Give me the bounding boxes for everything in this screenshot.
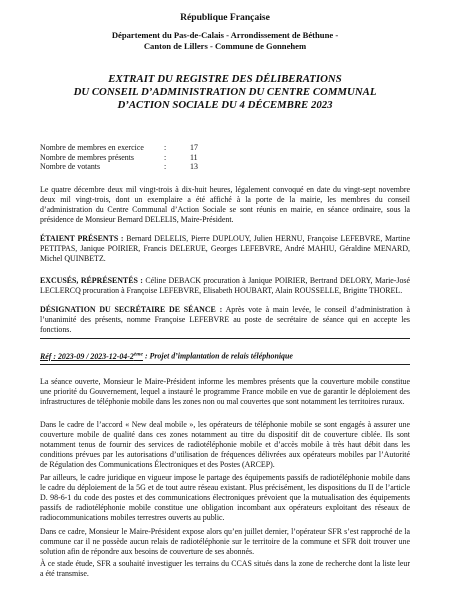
count-separator: : xyxy=(164,152,167,162)
present-label: ÉTAIENT PRÉSENTS : xyxy=(40,234,124,243)
title-line-1: EXTRAIT DU REGISTRE DES DÉLIBERATIONS xyxy=(108,73,342,85)
count-label: Nombre de membres en exercice xyxy=(40,143,144,152)
department-line-1: Département du Pas-de-Calais - Arrondissement de Béthune - xyxy=(111,30,339,40)
count-label: Nombre de membres présents xyxy=(40,152,135,162)
excused-section xyxy=(40,276,410,296)
divider-top xyxy=(40,338,410,339)
count-value: 11 xyxy=(190,152,198,162)
count-separator: : xyxy=(164,143,167,152)
excused-list: Céline DEBACK procuration à Janique POIRIER, Bertrand DELORY, Marie-José LECLERCQ procuration à Françoise LEFEBVRE, Elisabeth HOUBART, Alain ROUSSELLE, Brigitte THOREL. xyxy=(40,276,411,295)
count-row-members xyxy=(40,143,230,153)
count-label: Nombre de votants xyxy=(40,162,101,172)
reference-line xyxy=(40,351,293,361)
body-paragraph-3: Par ailleurs, le cadre juridique en vigueur impose le partage des équipements passifs de radiotéléphonie mobile dans le cadre du déploiement de la 5G et de tout autre réseau existant. Plus précisément, les dispositions du II de l’article D. 98-6-1 du code des postes et des communications électroniques prévoient que la mutualisation des équipements passifs de radiotéléphonie mobile constitue une obligation incombant aux opérateurs exploitant des réseaux de radiocommunications mobiles terrestres ouverts au public. xyxy=(40,473,410,522)
secretary-section xyxy=(40,305,410,335)
member-counts xyxy=(40,143,230,172)
divider-bottom xyxy=(40,364,410,365)
title-line-2: DU CONSEIL D’ADMINISTRATION DU CENTRE COMMUNAL xyxy=(73,86,377,98)
body-paragraph-5: À ce stade étude, SFR a souhaité investiguer les terrains du CCAS situés dans la zone de recherche dont la liste leur a été transmise. xyxy=(40,559,410,578)
intro-paragraph: Le quatre décembre deux mil vingt-trois à dix-huit heures, légalement convoqué en date du vingt-sept novembre deux mil vingt-trois, dont un exemplaire a été affiché à la porte de la mairie, les membres du conseil d’administration du Centre Communal d’Action Sociale se sont réunis en mairie, en séance ordinaire, sous la présidence de Monsieur Bernard DELELIS, Maire-Président. xyxy=(40,185,410,224)
secretary-label: DÉSIGNATION DU SECRÉTAIRE DE SÉANCE : xyxy=(40,305,223,314)
count-row-present xyxy=(40,153,230,163)
title-line-3: D’ACTION SOCIALE DU 4 DÉCEMBRE 2023 xyxy=(117,99,333,111)
secretary-text: Après vote à main levée, le conseil d’administration à l’unanimité des présents, nomme Françoise LEFEBVRE au poste de secrétaire de séance qui en accepte les fonctions. xyxy=(40,305,410,334)
excused-label: EXCUSÉS, RÉPRÉSENTÉS : xyxy=(40,276,143,285)
body-paragraph-4: Dans ce cadre, Monsieur le Maire-Président expose alors qu’en juillet dernier, l’opérateur SFR s’est rapproché de la commune car il ne possède aucun relais de radiotéléphonie sur le territoire de la commune et SFR doit trouver une solution afin de répondre aux besoins de couverture de ses abonnés. xyxy=(40,527,410,556)
body-paragraph-1: La séance ouverte, Monsieur le Maire-Président informe les membres présents que la couverture mobile constitue une priorité du Gouvernement, lequel a instauré le programme France mobile en vue de garantir le déploiement des infrastructures de téléphonie mobile dans les zones non ou mal couvertes que sont notamment les territoires ruraux. xyxy=(40,377,410,406)
document-title xyxy=(30,73,420,112)
count-value: 13 xyxy=(190,162,198,172)
department-line-2: Canton de Lillers - Commune de Gonnehem xyxy=(143,41,307,51)
count-separator: : xyxy=(164,162,167,172)
body-paragraph-2: Dans le cadre de l’accord « New deal mobile », les opérateurs de téléphonie mobile se sont engagés à assurer une couverture mobile de qualité dans ces zones notamment au titre du dispositif dit de couverture ciblée. Ils sont notamment tenus de fournir des services de radiotéléphonie mobile et d’accès mobile à très haut débit dans les conditions prévues par les autorisations d’utilisation de fréquences délivrées aux opérateurs mobiles par l’Autorité de Régulation des Communications Électroniques et des Postes (ARCEP). xyxy=(40,420,410,469)
department-header xyxy=(60,30,390,52)
country-header: République Française xyxy=(180,12,270,23)
reference-subject: : Projet d’implantation de relais téléphonique xyxy=(142,351,293,361)
present-section xyxy=(40,234,410,264)
count-value: 17 xyxy=(190,143,198,152)
present-list: Bernard DELELIS, Pierre DUPLOUY, Julien HERNU, Françoise LEFEBVRE, Martine PETITPAS, Janique POIRIER, Francis DELERUE, Georges LEFEBVRE, André MAHIU, Géraldine MENARD, Michel QUINBETZ. xyxy=(40,234,410,263)
reference-number: Réf : 2023-09 / 2023-12-04-2ème xyxy=(40,351,143,361)
count-row-voters xyxy=(40,162,230,172)
